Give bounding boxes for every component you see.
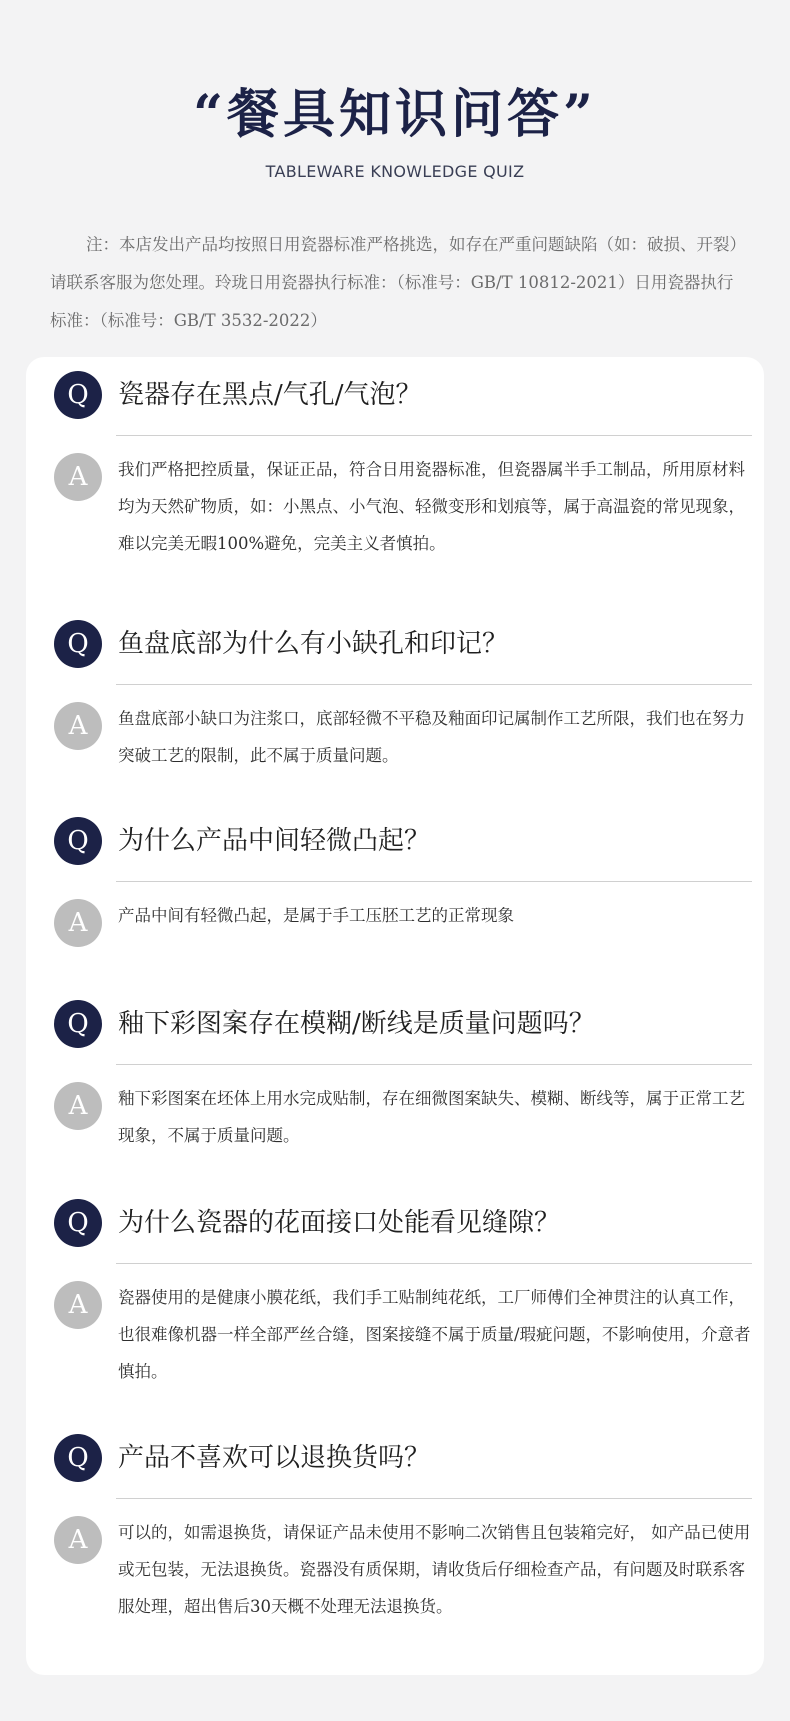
answer-text: 鱼盘底部小缺口为注浆口，底部轻微不平稳及釉面印记属制作工艺所限，我们也在努力突破工艺的限制，此不属于质量问题。 bbox=[118, 709, 745, 765]
question-text: 为什么产品中间轻微凸起？ bbox=[118, 826, 431, 856]
answer-text: 釉下彩图案在坯体上用水完成贴制，存在细微图案缺失、模糊、断线等，属于正常工艺现象，不属于质量问题。 bbox=[118, 1089, 745, 1145]
question-text: 为什么瓷器的花面接口处能看见缝隙？ bbox=[118, 1208, 561, 1238]
qa-divider bbox=[116, 1498, 752, 1499]
question-badge: Q bbox=[54, 1434, 102, 1482]
answer-badge: A bbox=[54, 453, 102, 501]
answer-badge: A bbox=[54, 899, 102, 947]
question-text: 釉下彩图案存在模糊/断线是质量问题吗？ bbox=[118, 1009, 595, 1039]
qa-divider bbox=[116, 1263, 752, 1264]
answer-text: 我们严格把控质量，保证正品，符合日用瓷器标准，但瓷器属半手工制品，所用原材料均为天然矿物质，如：小黑点、小气泡、轻微变形和划痕等，属于高温瓷的常见现象，难以完美无暇100%避免，完美主义者慎拍。 bbox=[118, 460, 745, 553]
answer-text: 瓷器使用的是健康小膜花纸，我们手工贴制纯花纸，工厂师傅们全神贯注的认真工作，也很难像机器一样全部严丝合缝，图案接缝不属于质量/瑕疵问题，不影响使用，介意者慎拍。 bbox=[118, 1288, 751, 1381]
standards-note: 注：本店发出产品均按照日用瓷器标准严格挑选，如存在严重问题缺陷（如：破损、开裂）请联系客服为您处理。玲珑日用瓷器执行标准：（标准号：GB/T 10812-2021）日用瓷器执行标准：（标准号：GB/T 3532-2022） bbox=[50, 235, 738, 330]
qa-divider bbox=[116, 435, 752, 436]
qa-divider bbox=[116, 1064, 752, 1065]
question-badge: Q bbox=[54, 620, 102, 668]
question-badge: Q bbox=[54, 1000, 102, 1048]
answer-badge: A bbox=[54, 1281, 102, 1329]
answer-text: 可以的，如需退换货，请保证产品未使用不影响二次销售且包装箱完好， 如产品已使用或无包装，无法退换货。瓷器没有质保期，请收货后仔细检查产品，有问题及时联系客服处理，超出售后30天概不处理无法退换货。 bbox=[118, 1523, 751, 1616]
page-title: “餐具知识问答” bbox=[193, 84, 597, 145]
answer-badge: A bbox=[54, 1516, 102, 1564]
question-text: 鱼盘底部为什么有小缺孔和印记？ bbox=[118, 629, 509, 659]
page-subtitle: TABLEWARE KNOWLEDGE QUIZ bbox=[265, 162, 525, 181]
question-badge: Q bbox=[54, 817, 102, 865]
question-badge: Q bbox=[54, 1199, 102, 1247]
answer-badge: A bbox=[54, 1082, 102, 1130]
qa-divider bbox=[116, 881, 752, 882]
qa-divider bbox=[116, 684, 752, 685]
header bbox=[0, 0, 790, 356]
question-text: 瓷器存在黑点/气孔/气泡？ bbox=[118, 380, 422, 410]
question-badge: Q bbox=[54, 371, 102, 419]
answer-text: 产品中间有轻微凸起，是属于手工压胚工艺的正常现象 bbox=[118, 906, 514, 925]
answer-badge: A bbox=[54, 702, 102, 750]
question-text: 产品不喜欢可以退换货吗？ bbox=[118, 1443, 431, 1473]
qa-card bbox=[26, 357, 764, 1675]
